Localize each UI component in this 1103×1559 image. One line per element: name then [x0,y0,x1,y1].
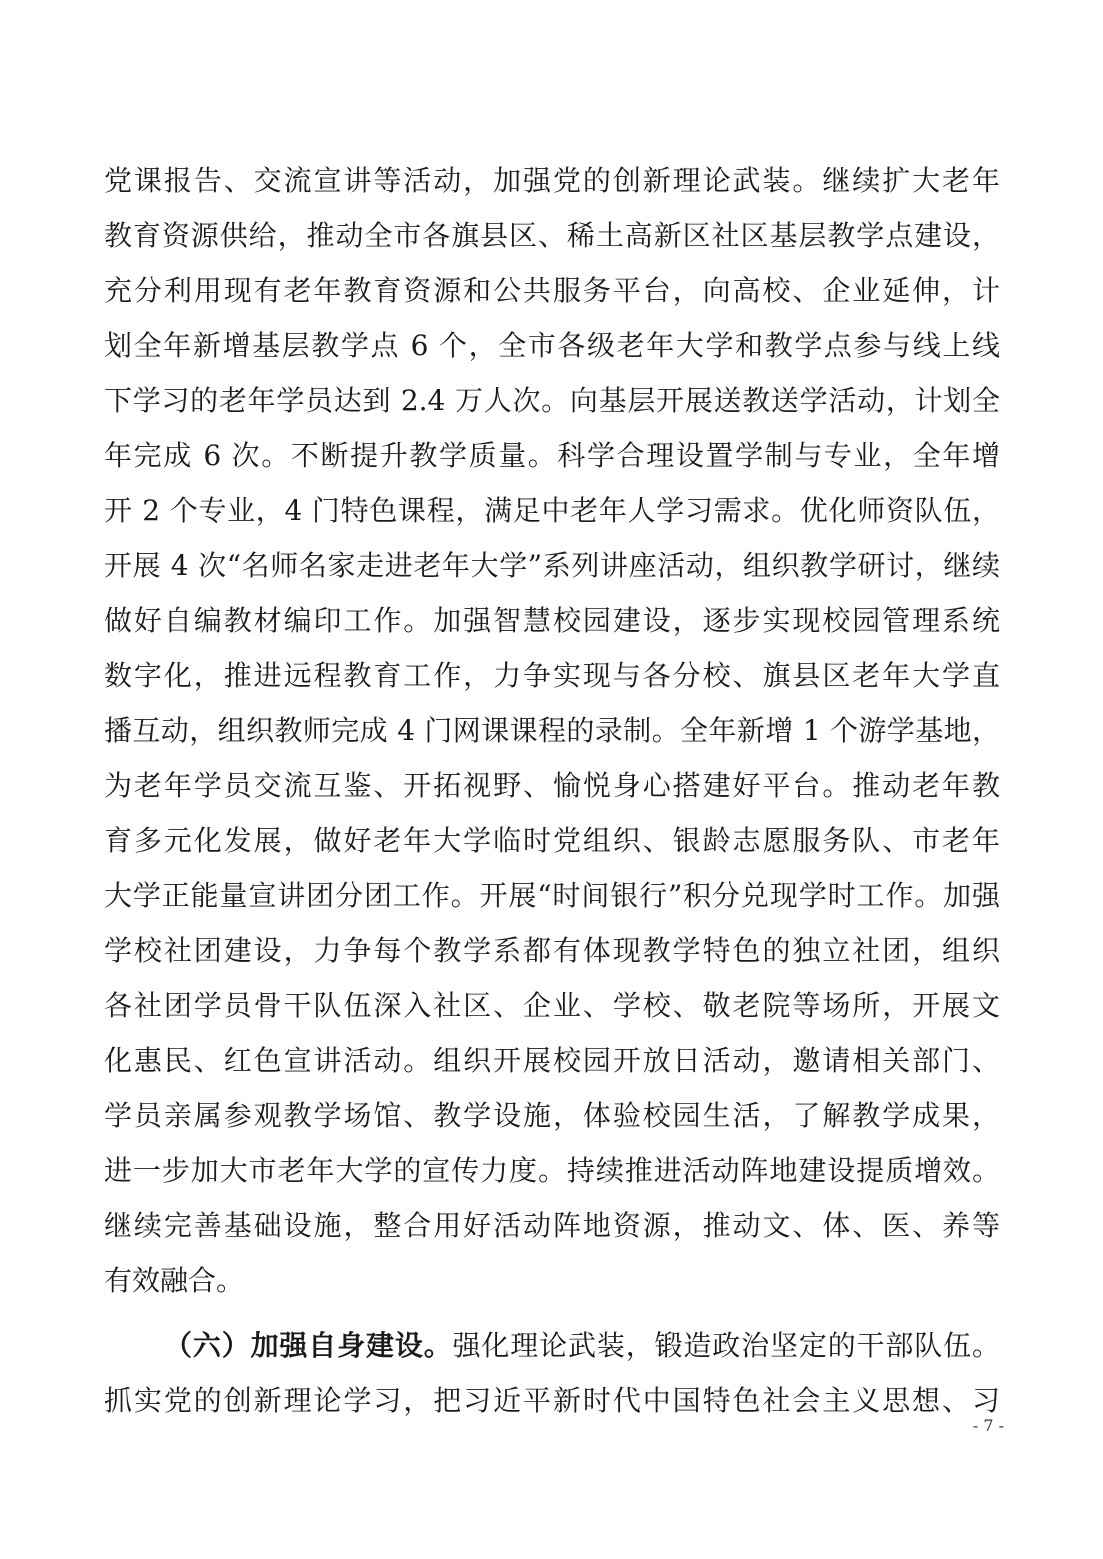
body-text-line-20: 继续完善基础设施，整合用好活动阵地资源，推动文、体、医、养等 [104,1209,1000,1242]
body-text-line-4: 划全年新增基层教学点 6 个，全市各级老年大学和教学点参与线上线 [104,329,1000,362]
body-text-line-12: 为老年学员交流互鉴、开拓视野、愉悦身心搭建好平台。推动老年教 [104,769,1000,802]
body-text-line-19: 进一步加大市老年大学的宣传力度。持续推进活动阵地建设提质增效。 [104,1154,1000,1187]
body-text-line-10: 数字化，推进远程教育工作，力争实现与各分校、旗县区老年大学直 [104,659,1000,692]
body-text-line-8: 开展 4 次“名师名家走进老年大学”系列讲座活动，组织教学研讨，继续 [104,549,1000,582]
body-text-line-11: 播互动，组织教师完成 4 门网课课程的录制。全年新增 1 个游学基地， [104,714,1000,747]
section-heading: （六）加强自身建设。 [164,1329,453,1362]
body-text-line-17: 化惠民、红色宣讲活动。组织开展校园开放日活动，邀请相关部门、 [104,1044,1000,1077]
body-text-line-13: 育多元化发展，做好老年大学临时党组织、银龄志愿服务队、市老年 [104,824,1000,857]
body-text-line-2: 教育资源供给，推动全市各旗县区、稀土高新区社区基层教学点建设， [104,219,1000,252]
page-number: - 7 - [972,1416,1004,1435]
body-text-line-21: 有效融合。 [104,1264,245,1297]
body-text-line-5: 下学习的老年学员达到 2.4 万人次。向基层开展送教送学活动，计划全 [104,384,1000,417]
section-heading-rest: 强化理论武装，锻造政治坚定的干部队伍。 [452,1329,1000,1362]
body-text-line-16: 各社团学员骨干队伍深入社区、企业、学校、敬老院等场所，开展文 [104,989,1000,1022]
body-text-line-3: 充分利用现有老年教育资源和公共服务平台，向高校、企业延伸，计 [104,274,1000,307]
body-text-line-18: 学员亲属参观教学场馆、教学设施，体验校园生活，了解教学成果， [104,1099,1000,1132]
body-text-line-9: 做好自编教材编印工作。加强智慧校园建设，逐步实现校园管理系统 [104,604,1000,637]
body-text-line-15: 学校社团建设，力争每个教学系都有体现教学特色的独立社团，组织 [104,934,1000,967]
body-text-line-1: 党课报告、交流宣讲等活动，加强党的创新理论武装。继续扩大老年 [104,164,1000,197]
section-text-line-2: 抓实党的创新理论学习，把习近平新时代中国特色社会主义思想、习 [104,1384,1000,1417]
section-first-line [104,1324,1000,1368]
body-text-line-6: 年完成 6 次。不断提升教学质量。科学合理设置学制与专业，全年增 [104,439,1000,472]
body-text-line-7: 开 2 个专业，4 门特色课程，满足中老年人学习需求。优化师资队伍， [104,494,1000,527]
body-text-line-14: 大学正能量宣讲团分团工作。开展“时间银行”积分兑现学时工作。加强 [104,879,1000,912]
